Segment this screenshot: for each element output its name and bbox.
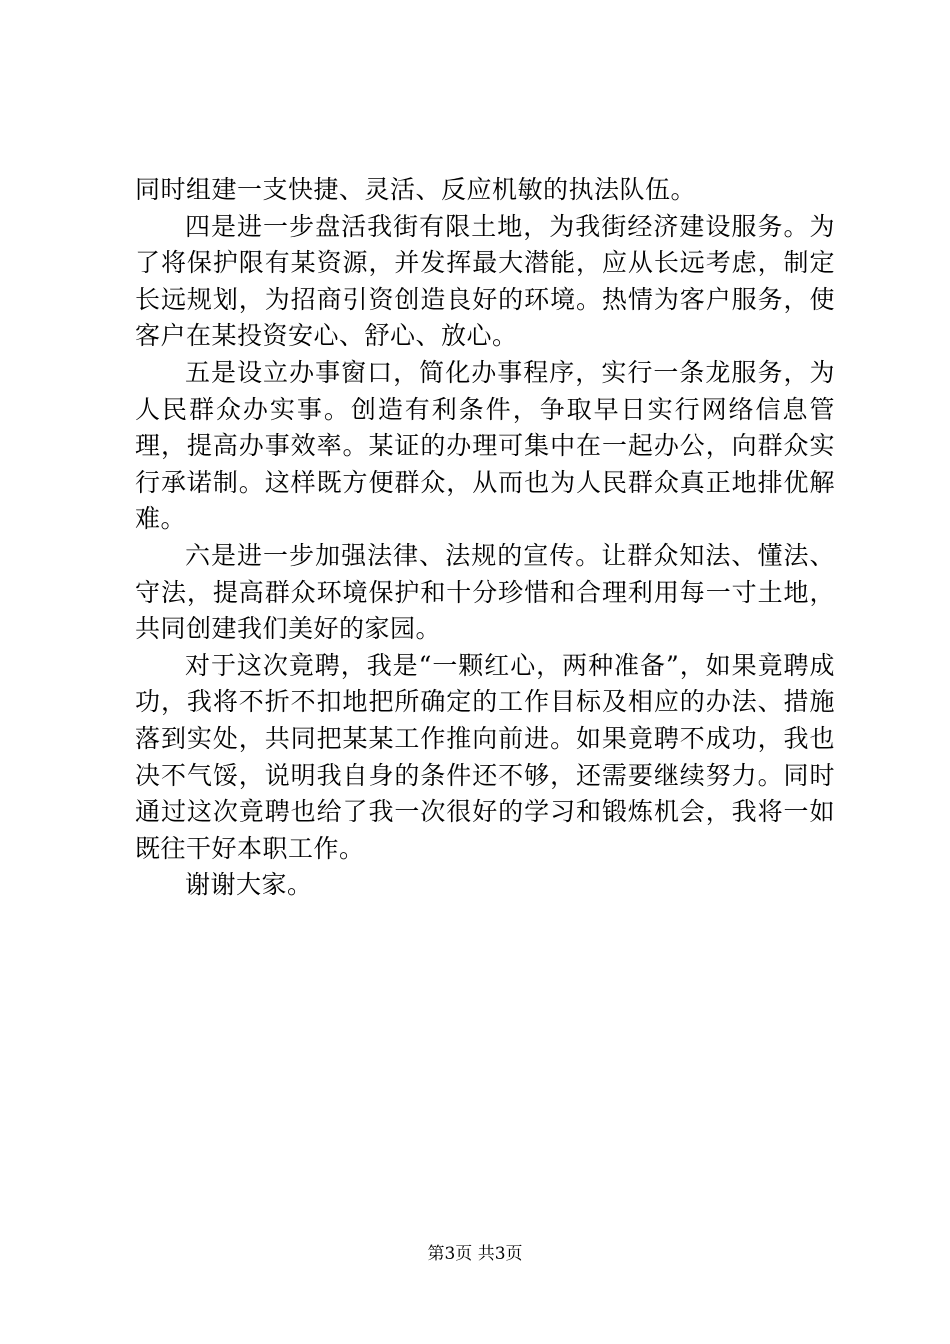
paragraph-conclusion: 对于这次竟聘，我是“一颗红心，两种准备”，如果竟聘成功，我将不折不扣地把所确定的工作目标及相应的办法、措施落到实处，共同把某某工作推向前进。如果竟聘不成功，我也决不气馁，说明我自身的条件还不够，还需要继续努力。同时通过这次竟聘也给了我一次很好的学习和锻炼机会，我将一如既往干好本职工作。 <box>135 650 835 863</box>
paragraph-point-five: 五是设立办事窗口，简化办事程序，实行一条龙服务，为人民群众办实事。创造有利条件，争取早日实行网络信息管理，提高办事效率。某证的办理可集中在一起办公，向群众实行承诺制。这样既方便群众，从而也为人民群众真正地排优解难。 <box>135 357 835 534</box>
paragraph-continuation: 同时组建一支快捷、灵活、反应机敏的执法队伍。 <box>135 175 697 204</box>
paragraph-point-four: 四是进一步盘活我街有限土地，为我街经济建设服务。为了将保护限有某资源，并发挥最大潜能，应从长远考虑，制定长远规划，为招商引资创造良好的环境。热情为客户服务，使客户在某投资安心、舒心、放心。 <box>135 211 835 351</box>
page-number-label: 第3页 共3页 <box>427 1244 523 1264</box>
document-body <box>135 172 835 904</box>
page-footer <box>0 1244 950 1264</box>
paragraph-thanks: 谢谢大家。 <box>185 870 313 900</box>
paragraph-point-six: 六是进一步加强法律、法规的宣传。让群众知法、懂法、守法，提高群众环境保护和十分珍惜和合理利用每一寸土地，共同创建我们美好的家园。 <box>135 540 835 644</box>
